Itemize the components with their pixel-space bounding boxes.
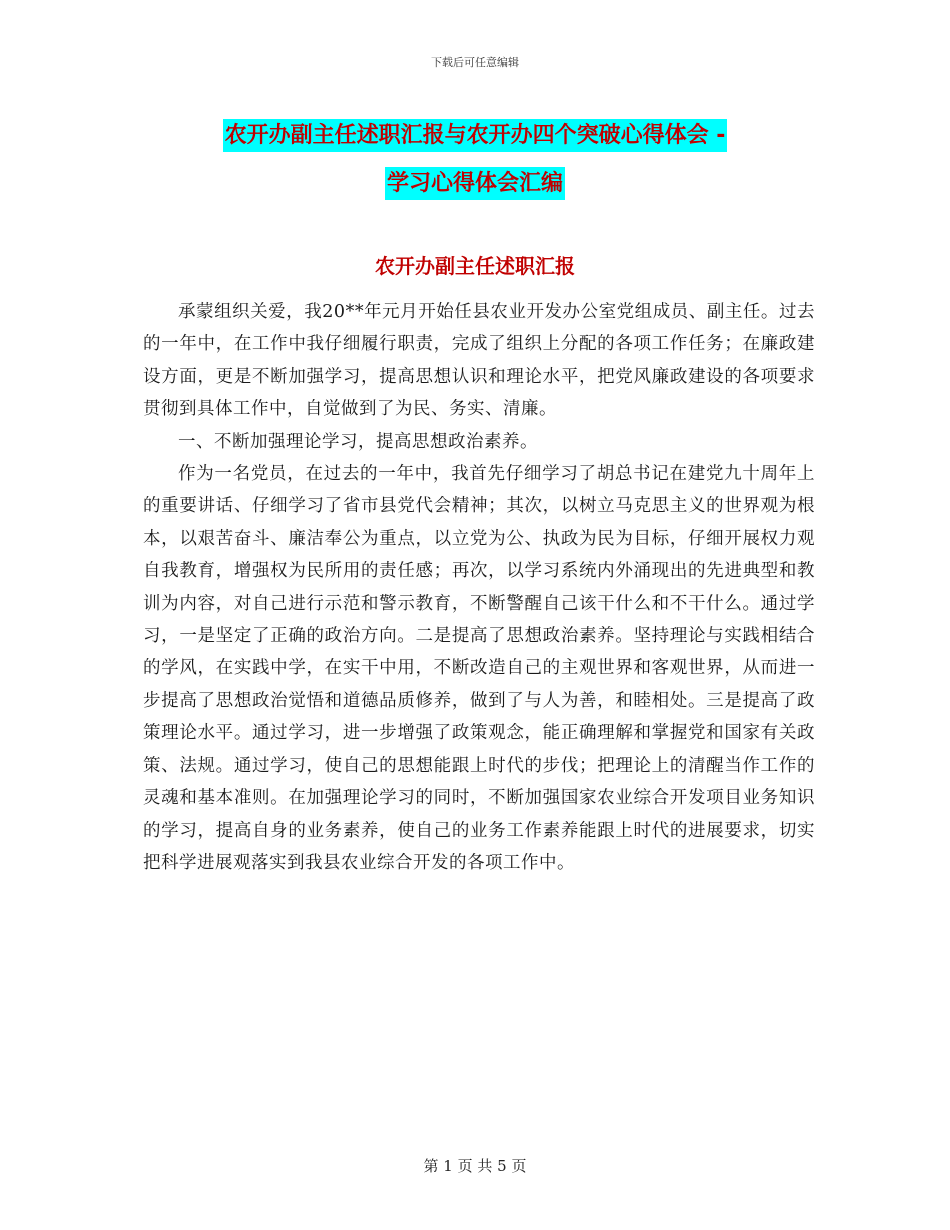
header-note: 下载后可任意编辑 [431,56,519,69]
document-title [150,112,800,208]
title-line-1: 农开办副主任述职汇报与农开办四个突破心得体会 - [223,119,728,152]
paragraph: 作为一名党员，在过去的一年中，我首先仔细学习了胡总书记在建党九十周年上的重要讲话、仔细学习了省市县党代会精神；其次，以树立马克思主义的世界观为根本，以艰苦奋斗、廉洁奉公为重点，以立党为公、执政为民为目标，仔细开展权力观自我教育，增强权为民所用的责任感；再次，以学习系统内外涌现出的先进典型和教训为内容，对自己进行示范和警示教育，不断警醒自己该干什么和不干什么。通过学习，一是坚定了正确的政治方向。二是提高了思想政治素养。坚持理论与实践相结合的学风，在实践中学，在实干中用，不断改造自己的主观世界和客观世界，从而进一步提高了思想政治觉悟和道德品质修养，做到了与人为善，和睦相处。三是提高了政策理论水平。通过学习，进一步增强了政策观念，能正确理解和掌握党和国家有关政策、法规。通过学习，使自己的思想能跟上时代的步伐；把理论上的清醒当作工作的灵魂和基本准则。在加强理论学习的同时，不断加强国家农业综合开发项目业务知识的学习，提高自身的业务素养，使自己的业务工作素养能跟上时代的进展要求，切实把科学进展观落实到我县农业综合开发的各项工作中。 [143,464,815,873]
paragraph: 承蒙组织关爱，我20**年元月开始任县农业开发办公室党组成员、副主任。过去的一年中，在工作中我仔细履行职责，完成了组织上分配的各项工作任务；在廉政建设方面，更是不断加强学习，提高思想认识和理论水平，把党风廉政建设的各项要求贯彻到具体工作中，自觉做到了为民、务实、清廉。 [143,302,815,420]
body-text [143,296,815,879]
title-line-2: 学习心得体会汇编 [385,167,565,200]
section-title: 农开办副主任述职汇报 [375,254,575,278]
paragraph-heading: 一、不断加强理论学习，提高思想政治素养。 [178,431,538,452]
page-footer: 第 1 页 共 5 页 [423,1157,527,1175]
